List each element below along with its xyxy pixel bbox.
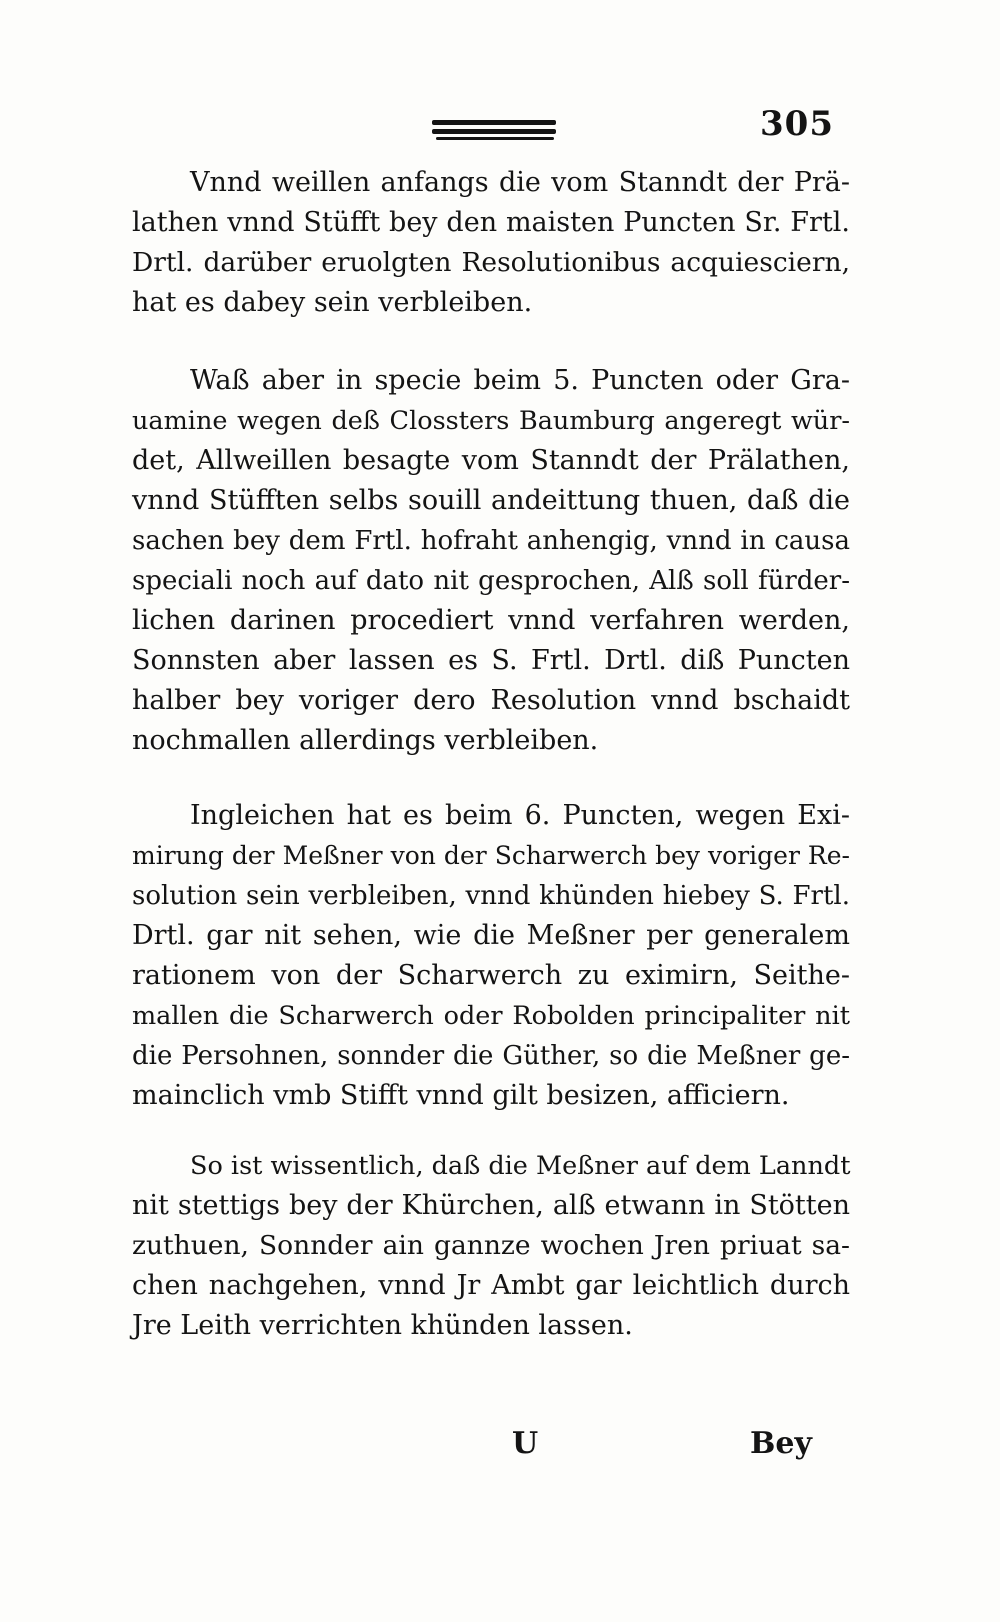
header-rule — [432, 129, 556, 134]
text-line: die Persohnen, sonnder die Güther, so die Meßner ge- — [132, 1041, 850, 1071]
text-line: rationem von der Scharwerch zu eximirn, Seithe- — [132, 960, 850, 991]
text-line: nit stettigs bey der Khürchen, alß etwann in Stötten — [132, 1190, 850, 1221]
text-line: Waß aber in specie beim 5. Puncten oder Gra- — [190, 365, 850, 396]
text-line: Drtl. gar nit sehen, wie die Meßner per generalem — [132, 920, 850, 951]
paragraph — [132, 361, 850, 761]
text-line: mirung der Meßner von der Scharwerch bey voriger Re- — [132, 841, 850, 870]
text-line: uamine wegen deß Clossters Baumburg angeregt wür- — [132, 406, 850, 436]
text-line: nochmallen allerdings verbleiben. — [132, 725, 599, 756]
text-line: vnnd Stüfften selbs souill andeittung thuen, daß die — [132, 485, 850, 516]
text-line: halber bey voriger dero Resolution vnnd bschaidt — [132, 685, 850, 716]
text-line: lichen darinen procediert vnnd verfahren werden, — [132, 605, 850, 636]
paragraph — [132, 1146, 850, 1346]
signature-mark: U — [512, 1426, 539, 1461]
paragraph — [132, 796, 850, 1116]
text-line: det, Allweillen besagte vom Stanndt der Prälathen, — [132, 445, 850, 476]
text-line: solution sein verbleiben, vnnd khünden hiebey S. Frtl. — [132, 881, 850, 911]
text-line: lathen vnnd Stüfft bey den maisten Puncten Sr. Frtl. — [132, 207, 850, 238]
text-line: Jre Leith verrichten khünden lassen. — [132, 1310, 633, 1341]
text-line: chen nachgehen, vnnd Jr Ambt gar leichtlich durch — [132, 1270, 850, 1301]
text-line: Sonnsten aber lassen es S. Frtl. Drtl. diß Puncten — [132, 645, 850, 676]
text-line: Drtl. darüber eruolgten Resolutionibus acquiesciern, — [132, 247, 850, 278]
paragraph — [132, 163, 850, 323]
catchword: Bey — [750, 1426, 812, 1461]
text-line: hat es dabey sein verbleiben. — [132, 287, 533, 318]
text-line: sachen bey dem Frtl. hofraht anhengig, vnnd in causa — [132, 526, 850, 556]
text-line: mainclich vmb Stifft vnnd gilt besizen, afficiern. — [132, 1080, 790, 1111]
text-line: So ist wissentlich, daß die Meßner auf dem Lanndt — [190, 1151, 851, 1181]
text-line: Vnnd weillen anfangs die vom Stanndt der Prä- — [190, 167, 850, 198]
header-rule — [432, 120, 556, 125]
page-number: 305 — [760, 104, 834, 144]
text-line: zuthuen, Sonnder ain gannze wochen Jren priuat sa- — [132, 1230, 850, 1261]
header-rule — [436, 137, 554, 140]
text-line: Ingleichen hat es beim 6. Puncten, wegen Exi- — [190, 800, 850, 831]
text-line: mallen die Scharwerch oder Robolden principaliter nit — [132, 1001, 850, 1031]
text-line: speciali noch auf dato nit gesprochen, Alß soll fürder- — [132, 566, 850, 596]
